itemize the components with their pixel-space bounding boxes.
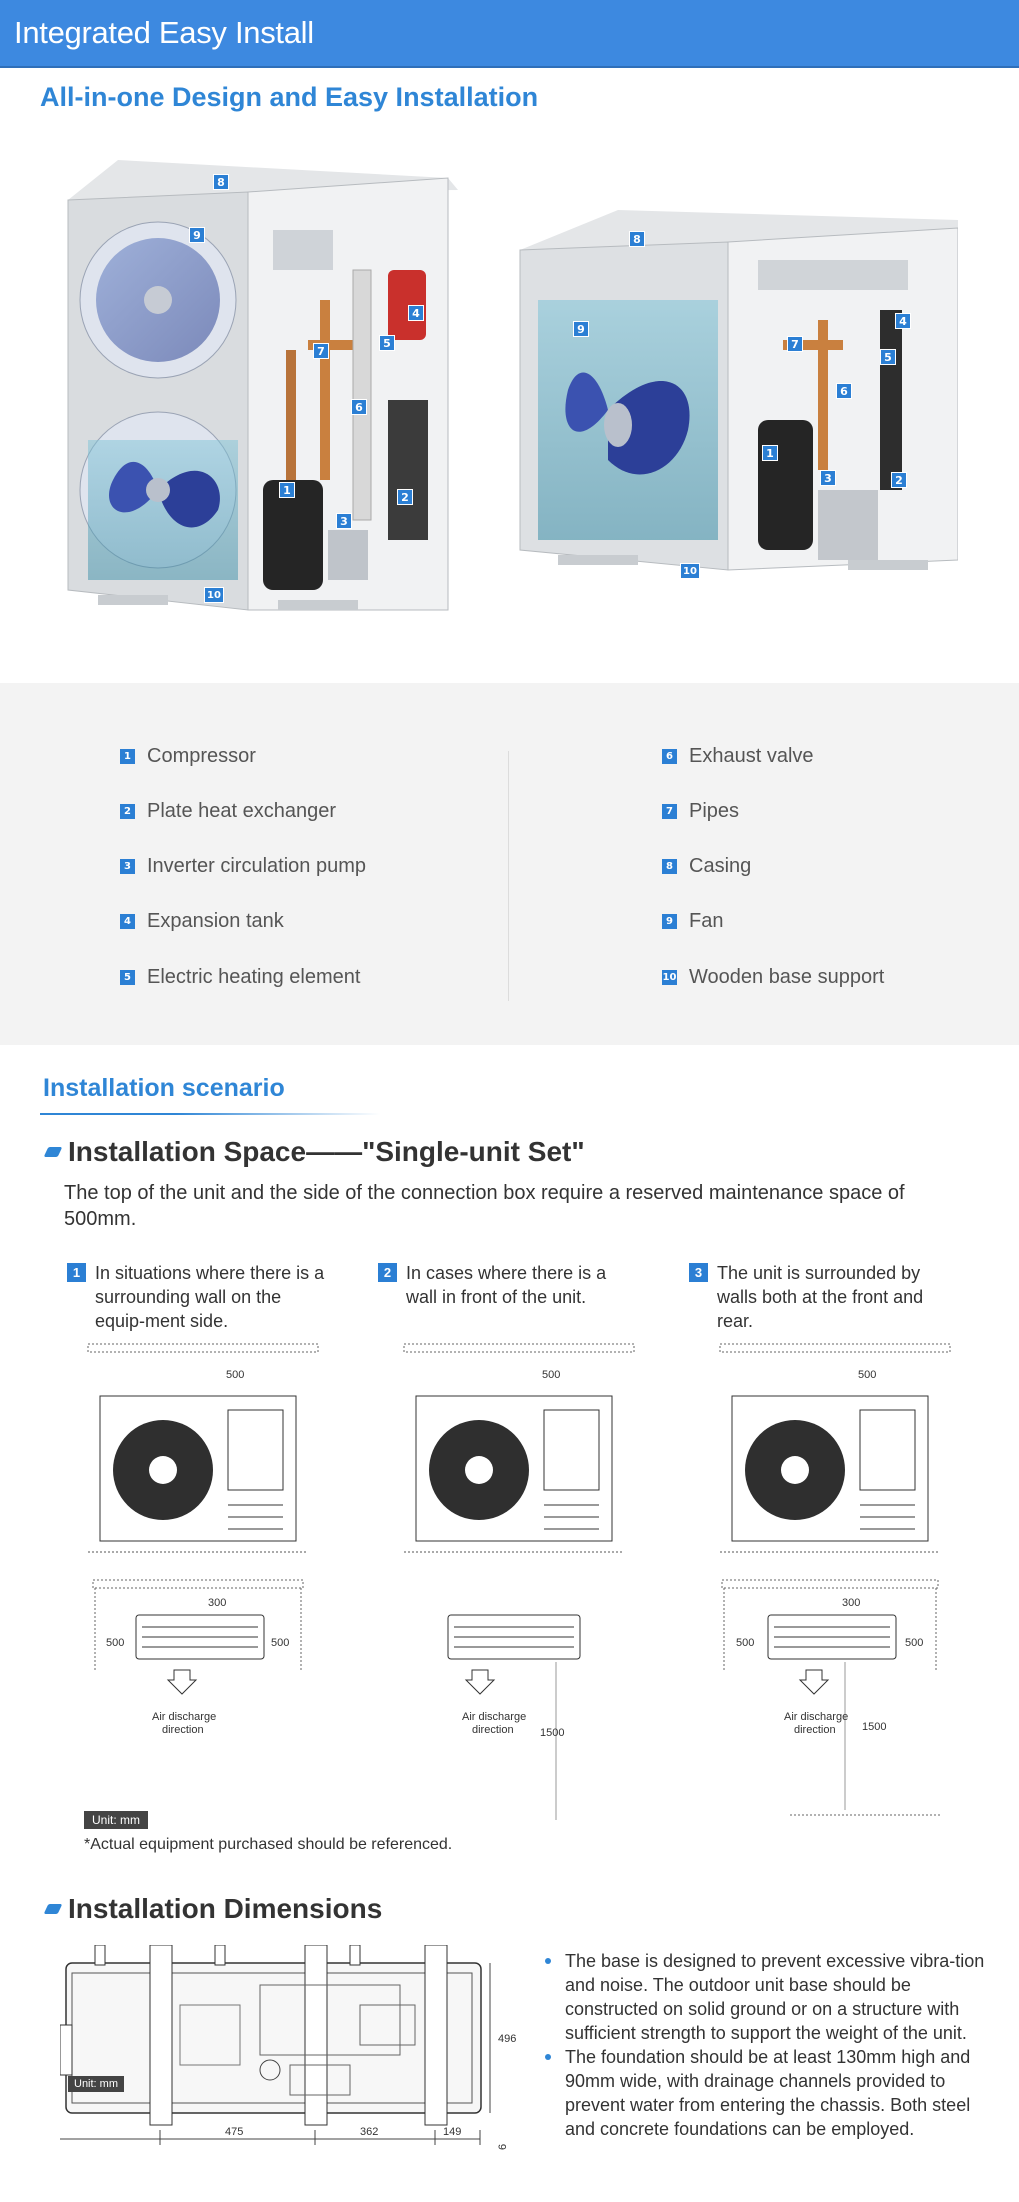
scenario-diagram-3 bbox=[710, 1340, 970, 1820]
scenario-case-1 bbox=[67, 1261, 327, 1333]
design-section-title: All-in-one Design and Easy Installation bbox=[40, 82, 539, 112]
callout-tag-5-b: 5 bbox=[880, 349, 896, 365]
case-text: In cases where there is a wall in front of the unit. bbox=[406, 1263, 607, 1307]
air-discharge-label-2: direction bbox=[794, 1724, 836, 1736]
heading-marker-icon bbox=[44, 1147, 63, 1157]
dim-back-clearance: 300 bbox=[842, 1597, 861, 1609]
case-number: 3 bbox=[689, 1263, 708, 1282]
foundation-notes bbox=[541, 1949, 1001, 2141]
legend-number: 3 bbox=[120, 859, 135, 874]
legend-item bbox=[662, 797, 739, 825]
dim-6: 6 bbox=[497, 2143, 509, 2150]
legend-item bbox=[120, 963, 360, 991]
callout-tag-6-b: 6 bbox=[836, 383, 852, 399]
air-discharge-label-2: direction bbox=[162, 1724, 204, 1736]
callout-tag-4-b: 4 bbox=[895, 313, 911, 329]
installation-section-title: Installation scenario bbox=[43, 1074, 285, 1102]
callout-tag-10: 10 bbox=[204, 587, 224, 603]
callout-tag-2: 2 bbox=[397, 489, 413, 505]
case-number: 1 bbox=[67, 1263, 86, 1282]
dim-475: 475 bbox=[225, 2126, 244, 2138]
legend-label: Plate heat exchanger bbox=[147, 799, 337, 822]
unit-badge: Unit: mm bbox=[84, 1811, 148, 1829]
case-text: The unit is surrounded by walls both at the front and rear. bbox=[717, 1263, 924, 1331]
callout-tag-7: 7 bbox=[313, 343, 329, 359]
legend-label: Compressor bbox=[147, 744, 256, 767]
callout-tag-7-b: 7 bbox=[787, 336, 803, 352]
legend-item bbox=[120, 742, 256, 770]
callout-tag-8: 8 bbox=[213, 174, 229, 190]
legend-number: 7 bbox=[662, 804, 677, 819]
legend-item bbox=[662, 852, 751, 880]
disclaimer-note: *Actual equipment purchased should be referenced. bbox=[84, 1836, 453, 1853]
dim-left-clearance: 500 bbox=[736, 1637, 755, 1649]
section-underline bbox=[40, 1113, 380, 1115]
dim-left-clearance: 500 bbox=[106, 1637, 125, 1649]
scenario-case-3 bbox=[689, 1261, 949, 1333]
base-dimension-drawing bbox=[60, 1945, 520, 2160]
case-text: In situations where there is a surrounding wall on the equip-ment side. bbox=[95, 1263, 325, 1331]
legend-label: Electric heating element bbox=[147, 965, 361, 988]
installation-dimensions-title: Installation Dimensions bbox=[68, 1893, 383, 1924]
dim-back-clearance: 300 bbox=[208, 1597, 227, 1609]
dimensions-unit-badge: Unit: mm bbox=[68, 2076, 124, 2092]
callout-tag-5: 5 bbox=[379, 335, 395, 351]
unit-cutaway-side-image bbox=[518, 200, 958, 590]
scenario-diagram-1 bbox=[78, 1340, 338, 1800]
callout-tag-1: 1 bbox=[279, 482, 295, 498]
callout-tag-10-b: 10 bbox=[680, 563, 700, 579]
legend-number: 5 bbox=[120, 970, 135, 985]
legend-item bbox=[662, 907, 723, 935]
dim-front-clearance: 1500 bbox=[862, 1721, 887, 1733]
legend-label: Wooden base support bbox=[689, 965, 885, 988]
dim-149: 149 bbox=[443, 2126, 462, 2138]
legend-label: Fan bbox=[689, 909, 724, 932]
air-discharge-label: Air discharge bbox=[152, 1711, 217, 1723]
dim-right-clearance: 500 bbox=[271, 1637, 290, 1649]
installation-space-title: Installation Space——"Single-unit Set" bbox=[68, 1136, 585, 1167]
unit-cutaway-front-image bbox=[58, 150, 458, 630]
dim-front-clearance: 1500 bbox=[540, 1727, 565, 1739]
legend-item bbox=[120, 907, 284, 935]
air-discharge-label-2: direction bbox=[472, 1724, 514, 1736]
installation-dimensions-heading bbox=[46, 1893, 382, 1925]
page-title: Integrated Easy Install bbox=[14, 15, 314, 50]
dim-362: 362 bbox=[360, 2126, 379, 2138]
installation-intro: The top of the unit and the side of the connection box require a reserved maintenance space of 500mm. bbox=[64, 1182, 905, 1230]
legend-number: 6 bbox=[662, 749, 677, 764]
legend-item bbox=[120, 797, 336, 825]
dim-top-clearance: 500 bbox=[226, 1369, 245, 1381]
scenario-case-2 bbox=[378, 1261, 638, 1309]
callout-tag-4: 4 bbox=[408, 305, 424, 321]
dim-right-clearance: 500 bbox=[905, 1637, 924, 1649]
legend-label: Pipes bbox=[689, 799, 740, 822]
legend-item bbox=[662, 742, 814, 770]
dim-top-clearance: 500 bbox=[542, 1369, 561, 1381]
callout-tag-2-b: 2 bbox=[891, 472, 907, 488]
foundation-note: The foundation should be at least 130mm high and 90mm wide, with drainage channels provided to prevent water from entering the chassis. Both steel and concrete foundations can be employed. bbox=[541, 2045, 1001, 2141]
component-legend bbox=[0, 683, 1019, 1045]
callout-tag-1-b: 1 bbox=[762, 445, 778, 461]
air-discharge-label: Air discharge bbox=[462, 1711, 527, 1723]
legend-number: 1 bbox=[120, 749, 135, 764]
callout-tag-3: 3 bbox=[336, 513, 352, 529]
callout-tag-9: 9 bbox=[189, 227, 205, 243]
air-discharge-label: Air discharge bbox=[784, 1711, 849, 1723]
legend-label: Expansion tank bbox=[147, 909, 284, 932]
legend-divider bbox=[508, 751, 509, 1001]
scenario-diagram-2 bbox=[394, 1340, 654, 1820]
installation-space-heading bbox=[46, 1136, 585, 1168]
callout-tag-8-b: 8 bbox=[629, 231, 645, 247]
case-number: 2 bbox=[378, 1263, 397, 1282]
legend-number: 9 bbox=[662, 914, 677, 929]
callout-tag-9-b: 9 bbox=[573, 321, 589, 337]
legend-item bbox=[120, 852, 366, 880]
legend-number: 8 bbox=[662, 859, 677, 874]
foundation-note: The base is designed to prevent excessive vibra-tion and noise. The outdoor unit base should be constructed on solid ground or on a structure with sufficient strength to support the weight of the unit. bbox=[541, 1949, 1001, 2045]
legend-item bbox=[662, 963, 884, 991]
dim-top-clearance: 500 bbox=[858, 1369, 877, 1381]
legend-label: Casing bbox=[689, 854, 752, 877]
legend-label: Exhaust valve bbox=[689, 744, 814, 767]
page-header bbox=[0, 0, 1019, 68]
dim-496: 496 bbox=[498, 2033, 517, 2045]
heading-marker-icon bbox=[44, 1904, 63, 1914]
legend-label: Inverter circulation pump bbox=[147, 854, 366, 877]
legend-number: 10 bbox=[662, 971, 677, 983]
legend-number: 2 bbox=[120, 804, 135, 819]
callout-tag-3-b: 3 bbox=[820, 470, 836, 486]
callout-tag-6: 6 bbox=[351, 399, 367, 415]
legend-number: 4 bbox=[120, 914, 135, 929]
